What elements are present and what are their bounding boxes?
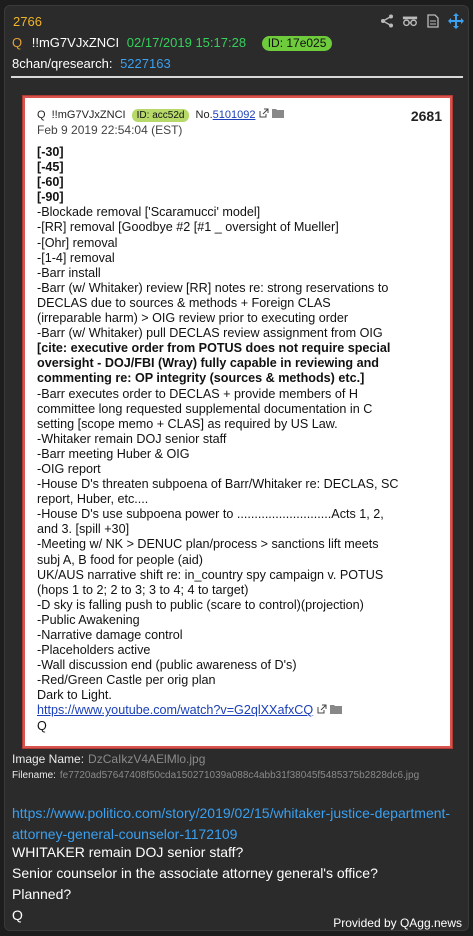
body-line: [cite: executive order from POTUS does not require special [37,341,391,356]
tripcode: !!mG7VJxZNCI [31,35,120,50]
screenshot-sign: Q [37,718,47,733]
divider [11,76,463,78]
body-line: -Blockade removal ['Scaramucci' model] [37,205,261,220]
body-line: -Wall discussion end (public awareness of D's) [37,658,297,673]
body-line: -[Ohr] removal [37,235,118,250]
body-line: committee long requested supplemental documentation in C [37,401,373,416]
incognito-icon[interactable] [402,13,418,29]
body-line: subj A, B food for people (aid) [37,552,203,567]
image-name-value: DzCaIkzV4AElMlo.jpg [88,752,206,766]
body-line: -Barr (w/ Whitaker) review [RR] notes re: strong reservations to [37,280,389,295]
body-line: -D sky is falling push to public (scare to control)(projection) [37,597,364,612]
body-line: report, Huber, etc.... [37,492,149,507]
body-line: -Barr meeting Huber & OIG [37,446,190,461]
body-line: -Public Awakening [37,612,140,627]
body-line: -Red/Green Castle per orig plan [37,673,216,688]
body-line: oversight - DOJ/FBI (Wray) fully capable in reviewing and [37,356,379,371]
post-card [4,5,469,931]
screenshot-post-number: 2681 [410,108,442,124]
attached-image[interactable] [23,96,452,748]
share-icon[interactable] [379,13,395,29]
board-line [12,56,171,71]
body-line: UK/AUS narrative shift re: in_country spy campaign v. POTUS [37,567,384,582]
screenshot-no-label: No. [195,109,213,121]
screenshot-header [37,108,284,122]
youtube-line [37,703,445,718]
post-text-line: Planned? [12,886,72,902]
document-icon[interactable] [425,13,441,29]
post-signature: Q [12,907,23,923]
body-line: [-60] [37,175,64,190]
body-line: Dark to Light. [37,688,112,703]
file-name [12,770,419,781]
external-link-icon [259,109,269,121]
body-line: DECLAS due to sources & methods + Foreign CLAS [37,295,331,310]
post-actions [379,13,464,29]
screenshot-datetime: Feb 9 2019 22:54:04 (EST) [37,123,183,137]
post-header [11,13,464,33]
board-name: 8chan/qresearch: [12,56,113,71]
image-name-label: Image Name: [12,752,85,766]
body-line: -Barr (w/ Whitaker) pull DECLAS review assignment from OIG [37,326,383,341]
politico-link[interactable]: https://www.politico.com/story/2019/02/15/whitaker-justice-department-attorney-general-counselor-1172109 [12,805,451,842]
body-line: commenting re: OP integrity (sources & methods) etc.] [37,371,365,386]
external-link-icon [317,703,327,717]
screenshot-body [37,145,445,734]
provided-by[interactable]: Provided by QAgg.news [333,916,462,930]
body-line: -House D's use subpoena power to ...........................Acts 1, 2, [37,507,384,522]
post-text-line: Senior counselor in the associate attorney general's office? [12,865,378,881]
id-badge[interactable]: ID: 17e025 [262,36,333,51]
post-text-line: WHITAKER remain DOJ senior staff? [12,844,244,860]
body-line: -Meeting w/ NK > DENUC plan/process > sanctions lift meets [37,537,379,552]
body-line: -Placeholders active [37,643,151,658]
youtube-link: https://www.youtube.com/watch?v=G2qlXXafxCQ [37,703,314,718]
screenshot-no-link: 5101092 [212,109,256,121]
body-line: [-45] [37,160,64,175]
thread-link[interactable]: 5227163 [120,56,171,71]
body-line: and 3. [spill +30] [37,522,130,537]
screenshot-trip: !!mG7VJxZNCI [51,109,126,121]
folder-icon [330,703,342,717]
body-line: -House D's threaten subpoena of Barr/Whitaker re: DECLAS, SC [37,477,399,492]
post-date: 02/17/2019 15:17:28 [126,35,247,50]
post-number[interactable]: 2766 [13,14,42,29]
move-icon[interactable] [448,13,464,29]
body-line: -Barr executes order to DECLAS + provide members of H [37,386,358,401]
body-line: [-90] [37,190,64,205]
folder-icon [272,109,284,121]
screenshot-q: Q [37,109,46,121]
body-line: setting [scope memo + CLAS] as required by US Law. [37,416,338,431]
q-marker: Q [12,35,23,50]
file-name-value: fe7720ad57647408f50cda150271039a088c4abb31f38045f5485375b2828dc6.jpg [59,770,420,781]
body-line: (irreparable harm) > OIG review prior to executing order [37,311,349,326]
body-line: -Narrative damage control [37,628,183,642]
post-meta [12,35,332,51]
body-line: -OIG report [37,461,101,476]
body-line: [-30] [37,145,64,159]
screenshot-id-badge: ID: acc52d [132,109,190,122]
body-line: (hops 1 to 2; 2 to 3; 3 to 4; 4 to target) [37,582,249,597]
body-line: -Barr install [37,265,101,280]
image-name [12,752,205,766]
body-line: -Whitaker remain DOJ senior staff [37,431,227,446]
body-line: -[RR] removal [Goodbye #2 [#1 _ oversight of Mueller] [37,220,339,235]
body-line: -[1-4] removal [37,250,115,265]
file-name-label: Filename: [12,770,56,781]
